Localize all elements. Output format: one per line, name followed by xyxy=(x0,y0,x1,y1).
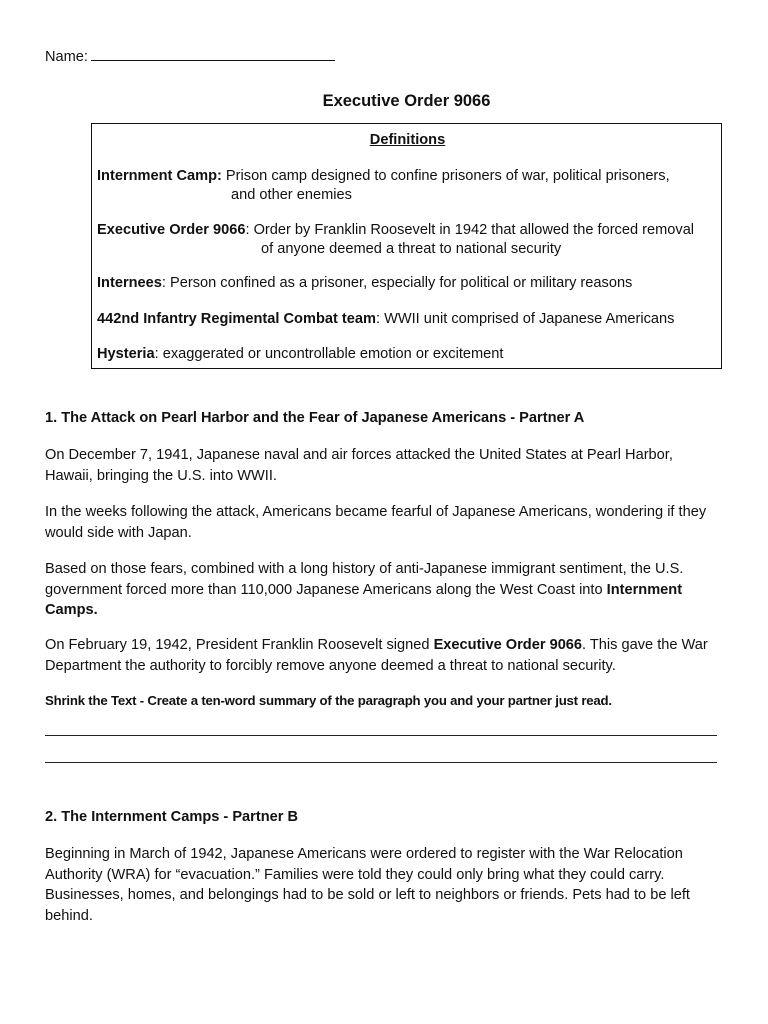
page-title: Executive Order 9066 xyxy=(322,92,491,110)
section1-paragraph-3 xyxy=(45,559,720,621)
definition-text-cont: and other enemies xyxy=(231,186,352,203)
name-row xyxy=(45,46,335,65)
bold-term: Executive Order 9066 xyxy=(433,637,583,653)
paragraph-text: On February 19, 1942, President Franklin Roosevelt signed xyxy=(45,637,434,653)
section2-heading: 2. The Internment Camps - Partner B xyxy=(45,809,299,825)
term: Hysteria xyxy=(97,346,155,362)
definition-text: : WWII unit comprised of Japanese Americans xyxy=(375,311,675,327)
definitions-box xyxy=(91,123,722,369)
answer-line-1[interactable] xyxy=(45,735,717,736)
name-label: Name: xyxy=(45,49,88,65)
definition-internees xyxy=(97,274,632,293)
term: Executive Order 9066 xyxy=(97,222,246,238)
shrink-text-prompt: Shrink the Text - Create a ten-word summary of the paragraph you and your partner just read. xyxy=(45,693,612,708)
term: 442nd Infantry Regimental Combat team xyxy=(97,311,376,327)
section1-paragraph-2: In the weeks following the attack, Americans became fearful of Japanese Americans, wondering if they would side with Japan. xyxy=(45,504,707,541)
name-blank-line[interactable] xyxy=(91,46,335,61)
term: Internment Camp: xyxy=(97,168,222,184)
section1-heading: 1. The Attack on Pearl Harbor and the Fear of Japanese Americans - Partner A xyxy=(45,410,585,426)
definition-hysteria xyxy=(97,345,503,364)
section1-paragraph-1: On December 7, 1941, Japanese naval and air forces attacked the United States at Pearl Harbor, Hawaii, bringing the U.S. into WWII. xyxy=(45,447,673,484)
definition-executive-order xyxy=(97,221,694,258)
section2-paragraph-1: Beginning in March of 1942, Japanese Americans were ordered to register with the War Relocation Authority (WRA) for “evacuation.” Families were told they could only bring what they could carry. Businesses, homes, and belongings had to be sold or left to neighbors or friends. Pets had to be left behind. xyxy=(45,846,690,924)
answer-line-2[interactable] xyxy=(45,762,717,763)
definition-text: : Person confined as a prisoner, especially for political or military reasons xyxy=(161,275,633,291)
definition-442nd xyxy=(97,310,674,329)
definition-text-cont: of anyone deemed a threat to national security xyxy=(261,240,562,257)
section1-paragraph-4 xyxy=(45,635,720,676)
definition-text: : exaggerated or uncontrollable emotion or excitement xyxy=(154,346,504,362)
definition-text: Prison camp designed to confine prisoners of war, political prisoners, xyxy=(221,168,670,184)
definition-internment-camp xyxy=(97,167,670,204)
paragraph-text: . This gave the War Department the authority to forcibly remove anyone deemed a threat to national security. xyxy=(45,637,708,674)
term: Internees xyxy=(97,275,162,291)
paragraph-text: Based on those fears, combined with a long history of anti-Japanese immigrant sentiment, the U.S. government forced more than 110,000 Japanese Americans along the West Coast into xyxy=(45,561,684,598)
bold-term: Internment Camps. xyxy=(45,581,683,618)
definition-text: : Order by Franklin Roosevelt in 1942 that allowed the forced removal xyxy=(245,222,695,238)
definitions-heading: Definitions xyxy=(369,132,446,148)
